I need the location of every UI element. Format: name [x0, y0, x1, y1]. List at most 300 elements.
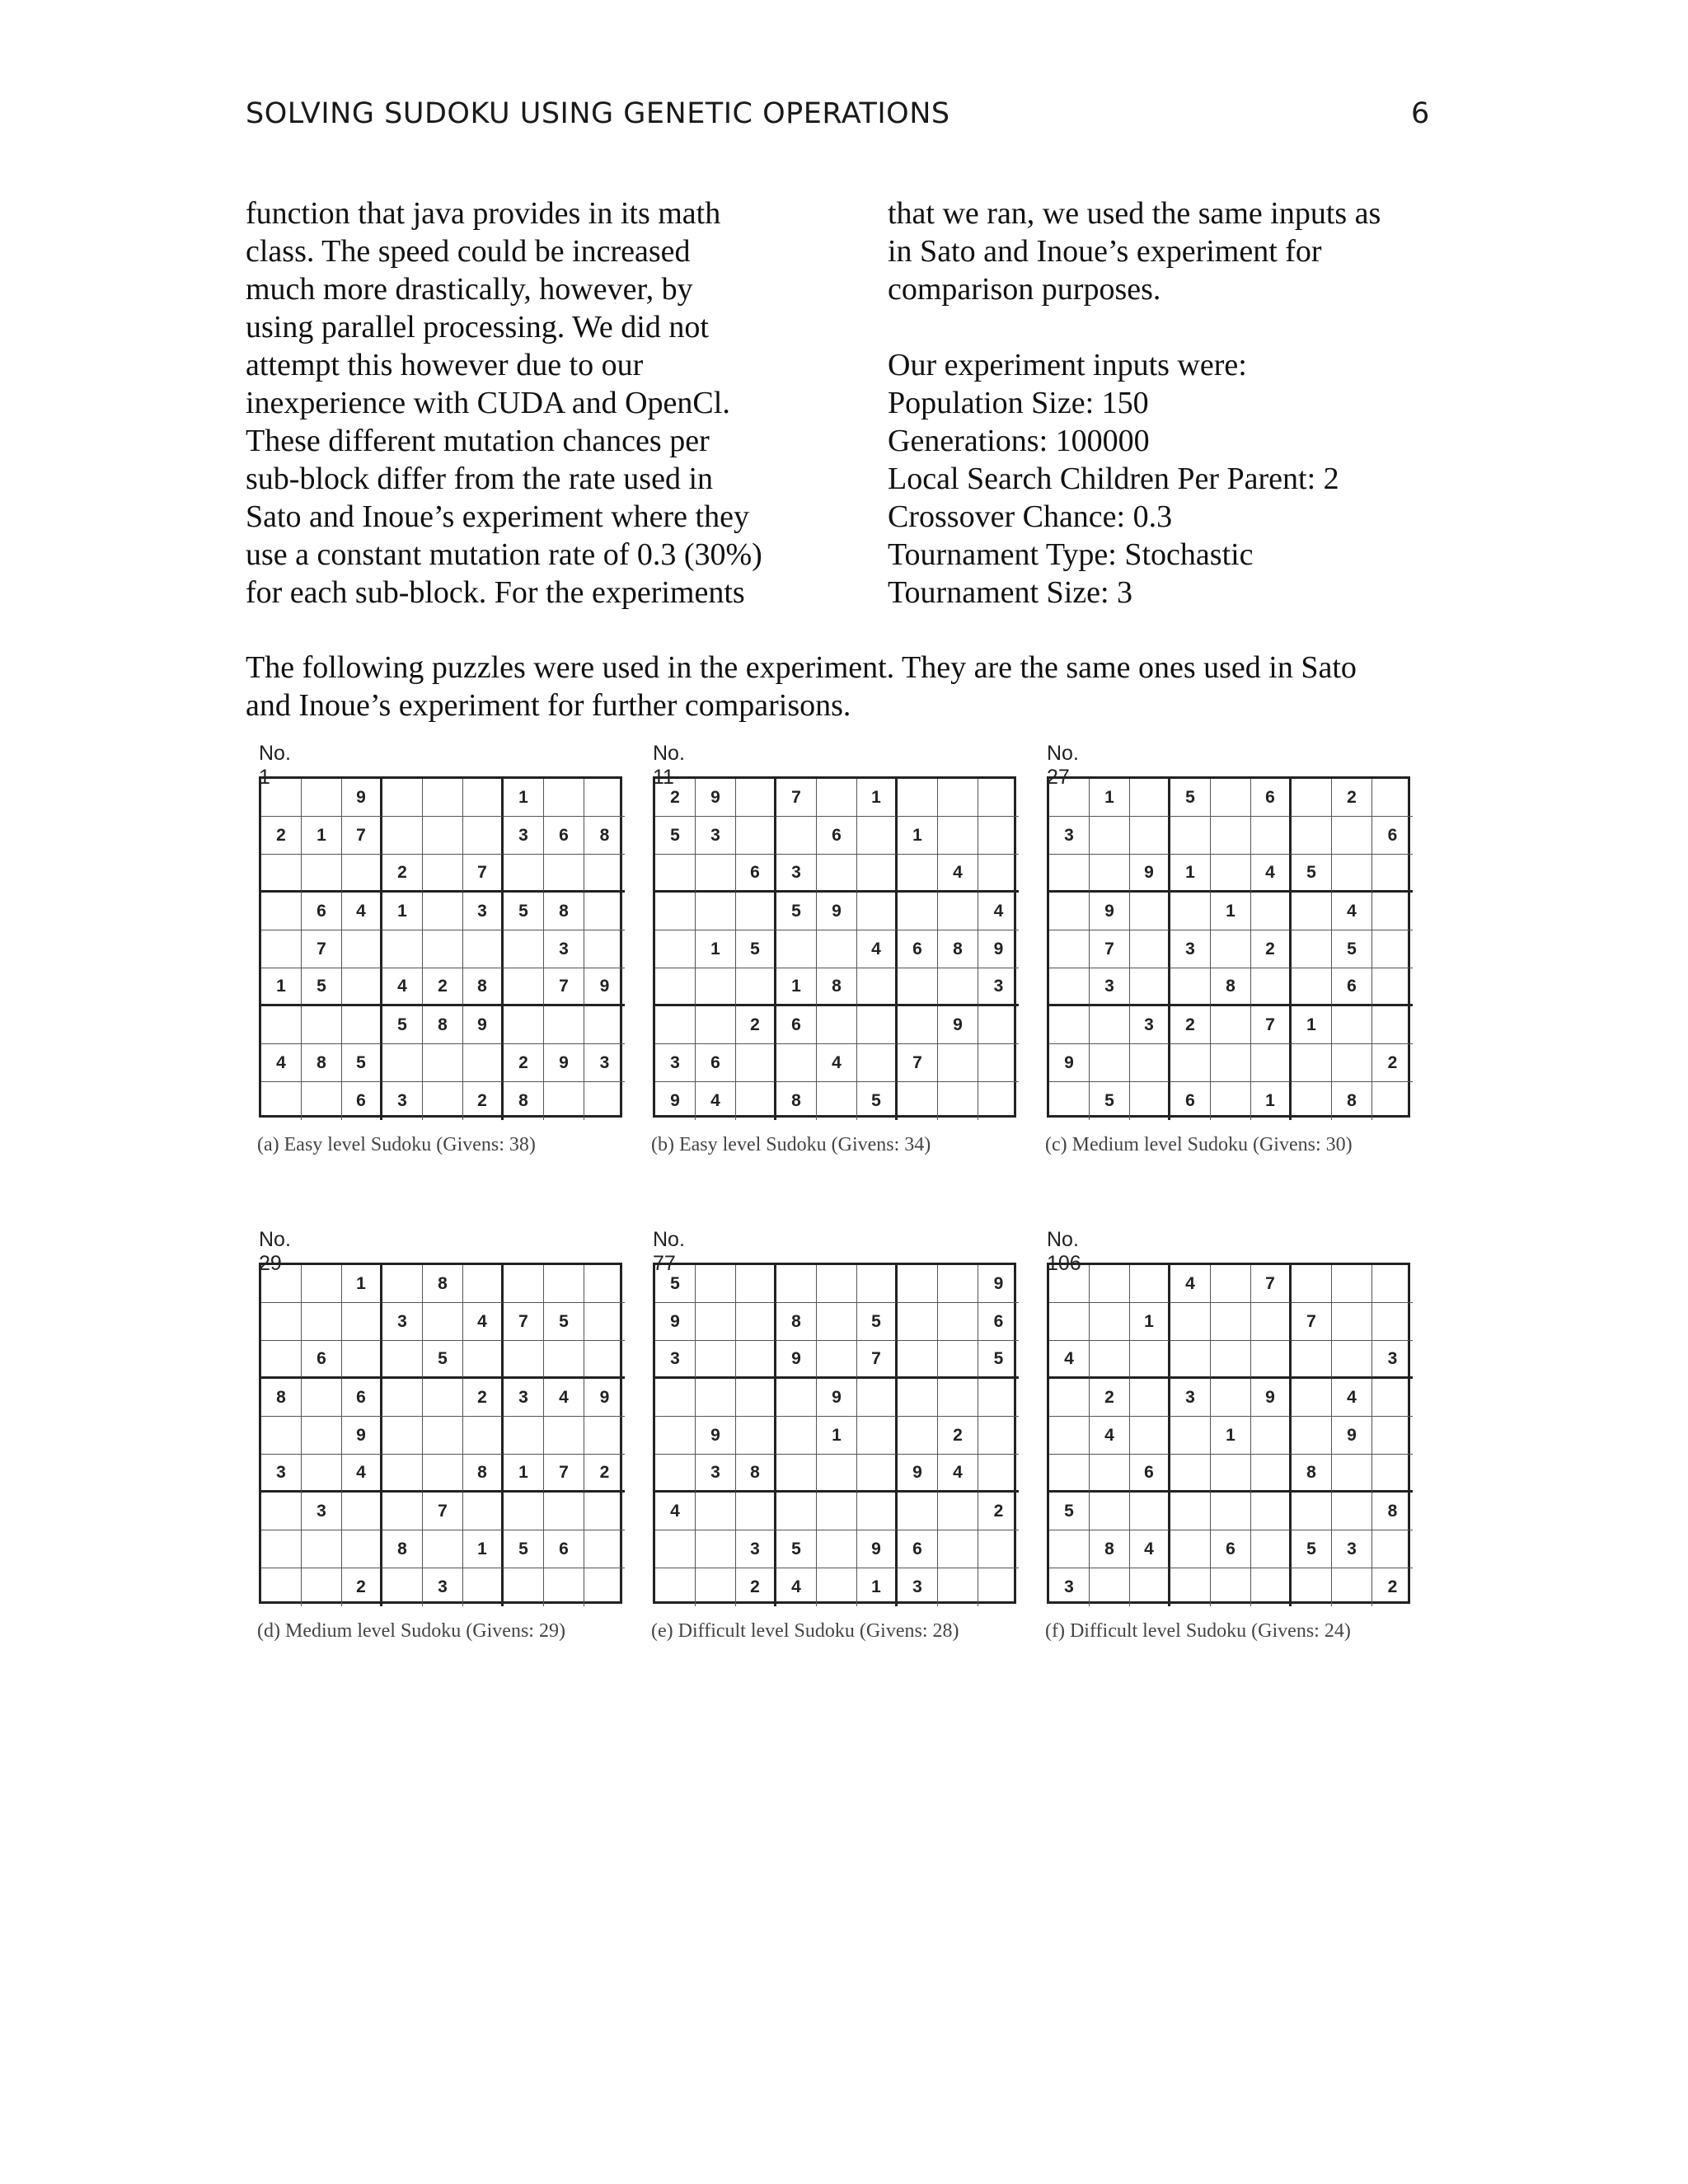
sudoku-cell: 5	[382, 1006, 423, 1044]
sudoku-cell: 3	[696, 1455, 736, 1493]
sudoku-cell	[261, 1303, 302, 1341]
sudoku-cell	[1332, 1493, 1372, 1530]
sudoku-cell: 9	[857, 1530, 898, 1568]
sudoku-cell	[1130, 1568, 1170, 1606]
sudoku-cell: 9	[696, 779, 736, 817]
sudoku-cell	[1211, 779, 1251, 817]
text-line: sub-block differ from the rate used in	[246, 462, 714, 496]
sudoku-cell	[544, 855, 584, 893]
sudoku-cell: 9	[544, 1044, 584, 1082]
sudoku-cell: 6	[544, 1530, 584, 1568]
sudoku-cell	[938, 817, 978, 855]
sudoku-cell	[857, 968, 898, 1006]
sudoku-cell: 5	[1090, 1082, 1130, 1120]
sudoku-cell	[423, 1530, 463, 1568]
sudoku-cell: 3	[1170, 930, 1211, 968]
sudoku-cell: 6	[1211, 1530, 1251, 1568]
sudoku-cell: 2	[736, 1006, 776, 1044]
sudoku-cell	[736, 1341, 776, 1379]
sudoku-cell: 4	[342, 893, 382, 930]
sudoku-cell: 6	[342, 1379, 382, 1417]
sudoku-cell	[1251, 1455, 1292, 1493]
sudoku-cell	[696, 855, 736, 893]
sudoku-cell: 6	[898, 1530, 938, 1568]
sudoku-cell	[1130, 893, 1170, 930]
sudoku-cell: 7	[1090, 930, 1130, 968]
sudoku-cell: 9	[898, 1455, 938, 1493]
page-number: 6	[1411, 97, 1430, 130]
sudoku-cell	[655, 1530, 696, 1568]
sudoku-cell	[736, 893, 776, 930]
sudoku-cell	[696, 1303, 736, 1341]
sudoku-cell: 9	[342, 779, 382, 817]
sudoku-cell	[302, 1568, 342, 1606]
sudoku-cell: 4	[817, 1044, 857, 1082]
sudoku-cell	[776, 1455, 817, 1493]
sudoku-cell: 2	[463, 1379, 504, 1417]
sudoku-cell: 5	[342, 1044, 382, 1082]
sudoku-cell	[898, 1417, 938, 1455]
text-line: class. The speed could be increased	[246, 234, 691, 269]
puzzle-number-label: No. 11	[653, 742, 685, 789]
sudoku-cell: 3	[655, 1341, 696, 1379]
sudoku-cell	[1170, 1493, 1211, 1530]
sudoku-cell	[938, 1303, 978, 1341]
sudoku-cell: 5	[1292, 855, 1332, 893]
sudoku-cell: 9	[1049, 1044, 1090, 1082]
sudoku-cell: 7	[302, 930, 342, 968]
sudoku-cell: 5	[302, 968, 342, 1006]
sudoku-cell: 6	[696, 1044, 736, 1082]
sudoku-cell	[1211, 1303, 1251, 1341]
sudoku-cell	[382, 1568, 423, 1606]
sudoku-cell: 8	[261, 1379, 302, 1417]
sudoku-cell: 3	[423, 1568, 463, 1606]
sudoku-cell: 4	[1090, 1417, 1130, 1455]
sudoku-cell	[1170, 1044, 1211, 1082]
sudoku-cell: 4	[696, 1082, 736, 1120]
sudoku-cell: 9	[978, 930, 1019, 968]
sudoku-cell: 4	[1332, 893, 1372, 930]
sudoku-cell: 4	[1332, 1379, 1372, 1417]
sudoku-cell	[584, 1530, 625, 1568]
sudoku-cell	[544, 1082, 584, 1120]
sudoku-cell	[423, 855, 463, 893]
sudoku-cell: 5	[1049, 1493, 1090, 1530]
sudoku-cell	[817, 1265, 857, 1303]
sudoku-cell	[584, 779, 625, 817]
sudoku-cell	[696, 1341, 736, 1379]
sudoku-cell: 1	[342, 1265, 382, 1303]
sudoku-cell	[1090, 1455, 1130, 1493]
text-line: and Inoue’s experiment for further comparisons.	[246, 688, 851, 723]
sudoku-cell: 7	[857, 1341, 898, 1379]
sudoku-cell: 3	[1049, 817, 1090, 855]
sudoku-cell: 5	[504, 1530, 544, 1568]
sudoku-cell	[736, 817, 776, 855]
sudoku-cell	[978, 1455, 1019, 1493]
sudoku-cell	[696, 1379, 736, 1417]
sudoku-cell: 6	[1332, 968, 1372, 1006]
input-tournament-type: Tournament Type: Stochastic	[888, 537, 1254, 572]
sudoku-cell: 9	[817, 893, 857, 930]
sudoku-cell	[1211, 1568, 1251, 1606]
sudoku-cell	[938, 1341, 978, 1379]
sudoku-grid	[1047, 776, 1410, 1118]
sudoku-cell	[1292, 1493, 1332, 1530]
sudoku-cell: 3	[1049, 1568, 1090, 1606]
sudoku-cell	[1049, 1417, 1090, 1455]
text-line: using parallel processing. We did not	[246, 310, 709, 344]
sudoku-cell	[261, 779, 302, 817]
sudoku-cell	[1292, 779, 1332, 817]
sudoku-cell	[261, 1417, 302, 1455]
sudoku-cell: 2	[1170, 1006, 1211, 1044]
sudoku-cell	[1049, 1006, 1090, 1044]
sudoku-cell	[1292, 1417, 1332, 1455]
sudoku-cell	[1090, 1303, 1130, 1341]
sudoku-cell	[382, 1493, 423, 1530]
sudoku-cell: 5	[655, 817, 696, 855]
sudoku-cell: 1	[504, 1455, 544, 1493]
sudoku-cell: 1	[302, 817, 342, 855]
figure-caption: (c) Medium level Sudoku (Givens: 30)	[1045, 1134, 1353, 1155]
sudoku-cell	[736, 968, 776, 1006]
sudoku-cell	[1130, 1082, 1170, 1120]
sudoku-cell	[776, 1265, 817, 1303]
sudoku-grid	[653, 776, 1016, 1118]
sudoku-cell	[1372, 930, 1413, 968]
sudoku-cell	[1049, 1082, 1090, 1120]
sudoku-cell: 5	[1332, 930, 1372, 968]
sudoku-cell: 8	[776, 1303, 817, 1341]
sudoku-cell	[817, 1493, 857, 1530]
sudoku-cell	[1372, 1379, 1413, 1417]
sudoku-cell	[817, 1568, 857, 1606]
sudoku-cell	[1211, 817, 1251, 855]
sudoku-cell: 1	[817, 1417, 857, 1455]
sudoku-cell	[978, 1044, 1019, 1082]
text-line: attempt this however due to our	[246, 348, 644, 382]
sudoku-cell	[1332, 855, 1372, 893]
sudoku-cell	[1372, 1530, 1413, 1568]
sudoku-cell	[342, 1303, 382, 1341]
sudoku-cell: 2	[382, 855, 423, 893]
sudoku-cell	[898, 779, 938, 817]
sudoku-cell	[736, 1044, 776, 1082]
sudoku-cell	[584, 1493, 625, 1530]
sudoku-cell: 5	[857, 1082, 898, 1120]
text-line: Our experiment inputs were:	[888, 348, 1247, 382]
sudoku-cell	[1332, 1044, 1372, 1082]
input-generations: Generations: 100000	[888, 424, 1150, 458]
sudoku-cell	[382, 1044, 423, 1082]
sudoku-grid	[653, 1263, 1016, 1604]
sudoku-cell	[1251, 893, 1292, 930]
sudoku-cell	[1251, 1341, 1292, 1379]
sudoku-cell	[342, 968, 382, 1006]
sudoku-cell: 2	[584, 1455, 625, 1493]
puzzle-number-label: No. 1	[259, 742, 291, 789]
text-line: Sato and Inoue’s experiment where they	[246, 499, 749, 534]
sudoku-cell: 2	[342, 1568, 382, 1606]
sudoku-cell: 1	[1211, 1417, 1251, 1455]
sudoku-cell: 7	[504, 1303, 544, 1341]
sudoku-cell	[1332, 1006, 1372, 1044]
sudoku-cell	[736, 1265, 776, 1303]
input-crossover-chance: Crossover Chance: 0.3	[888, 499, 1173, 534]
sudoku-cell	[544, 1341, 584, 1379]
sudoku-cell: 3	[1372, 1341, 1413, 1379]
sudoku-cell	[1170, 1455, 1211, 1493]
sudoku-cell	[1170, 817, 1211, 855]
sudoku-cell: 2	[1251, 930, 1292, 968]
sudoku-cell	[382, 779, 423, 817]
sudoku-cell	[857, 1417, 898, 1455]
sudoku-grid	[259, 1263, 622, 1604]
sudoku-cell	[302, 1082, 342, 1120]
sudoku-cell	[1170, 1341, 1211, 1379]
sudoku-cell: 2	[1387, 1577, 1398, 1596]
sudoku-cell: 9	[776, 1341, 817, 1379]
paragraph-gap	[888, 308, 1465, 346]
sudoku-cell	[302, 1417, 342, 1455]
sudoku-cell	[423, 930, 463, 968]
sudoku-cell	[1292, 1265, 1332, 1303]
sudoku-cell	[463, 779, 504, 817]
puzzle-number-label: No. 106	[1047, 1228, 1081, 1275]
sudoku-cell	[584, 893, 625, 930]
sudoku-cell	[423, 893, 463, 930]
sudoku-cell	[1372, 855, 1413, 893]
sudoku-cell	[857, 1379, 898, 1417]
text-line: that we ran, we used the same inputs as	[888, 196, 1381, 231]
sudoku-cell	[898, 1006, 938, 1044]
sudoku-cell	[978, 1082, 1019, 1120]
sudoku-cell: 8	[1292, 1455, 1332, 1493]
sudoku-cell	[342, 1530, 382, 1568]
sudoku-cell	[423, 1044, 463, 1082]
sudoku-cell: 7	[544, 968, 584, 1006]
sudoku-cell: 6	[736, 855, 776, 893]
sudoku-cell	[1251, 1417, 1292, 1455]
sudoku-cell	[544, 1568, 584, 1606]
sudoku-cell: 8	[463, 1455, 504, 1493]
sudoku-cell: 8	[1211, 968, 1251, 1006]
sudoku-cell: 8	[1332, 1082, 1372, 1120]
sudoku-grid	[259, 776, 622, 1118]
sudoku-cell	[776, 930, 817, 968]
sudoku-cell: 4	[655, 1493, 696, 1530]
sudoku-cell	[857, 1044, 898, 1082]
sudoku-cell	[302, 1455, 342, 1493]
sudoku-cell: 7	[544, 1455, 584, 1493]
text-line: function that java provides in its math	[246, 196, 721, 231]
sudoku-cell	[463, 1341, 504, 1379]
sudoku-cell	[1049, 930, 1090, 968]
sudoku-cell: 5	[776, 893, 817, 930]
sudoku-cell	[1090, 1341, 1130, 1379]
sudoku-cell: 6	[342, 1082, 382, 1120]
sudoku-cell	[1130, 1379, 1170, 1417]
sudoku-cell	[1130, 968, 1170, 1006]
sudoku-cell: 1	[1090, 779, 1130, 817]
sudoku-cell	[463, 1265, 504, 1303]
sudoku-cell	[776, 1044, 817, 1082]
sudoku-cell	[938, 1265, 978, 1303]
sudoku-cell	[382, 817, 423, 855]
sudoku-cell: 1	[776, 968, 817, 1006]
sudoku-cell: 5	[655, 1265, 696, 1303]
sudoku-cell	[1372, 1417, 1413, 1455]
sudoku-cell	[1332, 1455, 1372, 1493]
sudoku-cell: 8	[776, 1082, 817, 1120]
sudoku-cell	[1292, 1568, 1332, 1606]
sudoku-cell	[898, 1341, 938, 1379]
sudoku-cell	[1332, 1341, 1372, 1379]
sudoku-cell	[463, 1493, 504, 1530]
sudoku-cell	[978, 1006, 1019, 1044]
sudoku-cell	[1049, 1530, 1090, 1568]
sudoku-cell	[1170, 1530, 1211, 1568]
sudoku-cell: 7	[1292, 1303, 1332, 1341]
sudoku-cell	[938, 1082, 978, 1120]
sudoku-cell	[1211, 1379, 1251, 1417]
sudoku-cell	[817, 1455, 857, 1493]
sudoku-cell: 3	[696, 817, 736, 855]
sudoku-cell	[423, 1417, 463, 1455]
sudoku-cell: 1	[1170, 855, 1211, 893]
sudoku-cell	[382, 930, 423, 968]
sudoku-cell	[736, 1379, 776, 1417]
sudoku-cell	[978, 1568, 1019, 1606]
sudoku-cell: 3	[382, 1082, 423, 1120]
sudoku-cell	[1251, 1044, 1292, 1082]
sudoku-cell: 8	[584, 817, 625, 855]
sudoku-cell: 3	[776, 855, 817, 893]
sudoku-cell: 4	[938, 1455, 978, 1493]
sudoku-cell	[504, 968, 544, 1006]
sudoku-cell	[1049, 855, 1090, 893]
sudoku-cell	[1292, 893, 1332, 930]
sudoku-cell	[817, 1006, 857, 1044]
sudoku-cell	[544, 779, 584, 817]
sudoku-cell	[776, 817, 817, 855]
sudoku-cell: 4	[1130, 1530, 1170, 1568]
text-line: use a constant mutation rate of 0.3 (30%)	[246, 537, 762, 572]
sudoku-cell	[1292, 1341, 1332, 1379]
sudoku-cell	[261, 855, 302, 893]
sudoku-cell	[1332, 1303, 1372, 1341]
sudoku-cell	[1372, 1082, 1413, 1120]
sudoku-cell	[584, 1303, 625, 1341]
puzzle-number-label: No. 27	[1047, 742, 1079, 789]
sudoku-cell: 8	[1090, 1530, 1130, 1568]
sudoku-cell: 9	[655, 1303, 696, 1341]
sudoku-cell	[584, 1006, 625, 1044]
sudoku-cell: 2	[504, 1044, 544, 1082]
sudoku-cell: 3	[1130, 1006, 1170, 1044]
puzzle-number-label: No. 77	[653, 1228, 685, 1275]
sudoku-cell	[261, 930, 302, 968]
sudoku-cell	[423, 779, 463, 817]
input-population-size: Population Size: 150	[888, 386, 1149, 420]
sudoku-cell	[1090, 1265, 1130, 1303]
sudoku-cell	[544, 1265, 584, 1303]
sudoku-cell	[584, 1082, 625, 1120]
sudoku-cell	[776, 1417, 817, 1455]
sudoku-cell	[1090, 1006, 1130, 1044]
sudoku-cell: 1	[696, 930, 736, 968]
sudoku-cell	[817, 1082, 857, 1120]
sudoku-cell: 8	[736, 1455, 776, 1493]
sudoku-cell: 9	[1332, 1417, 1372, 1455]
sudoku-cell: 4	[1170, 1265, 1211, 1303]
sudoku-cell	[736, 1303, 776, 1341]
sudoku-cell: 7	[898, 1044, 938, 1082]
sudoku-cell: 4	[938, 855, 978, 893]
sudoku-cell: 1	[898, 817, 938, 855]
sudoku-cell: 8	[938, 930, 978, 968]
sudoku-cell: 6	[776, 1006, 817, 1044]
sudoku-cell: 5	[736, 930, 776, 968]
sudoku-cell	[1130, 1417, 1170, 1455]
right-column-text	[888, 194, 1465, 612]
sudoku-cell	[504, 1006, 544, 1044]
sudoku-cell: 4	[382, 968, 423, 1006]
sudoku-cell	[1130, 930, 1170, 968]
sudoku-cell: 4	[261, 1044, 302, 1082]
sudoku-cell	[898, 1082, 938, 1120]
sudoku-cell	[1211, 1493, 1251, 1530]
figure-caption: (e) Difficult level Sudoku (Givens: 28)	[651, 1620, 959, 1642]
sudoku-cell: 3	[382, 1303, 423, 1341]
sudoku-cell: 1	[1130, 1303, 1170, 1341]
sudoku-cell	[1372, 1303, 1413, 1341]
sudoku-cell	[1130, 1265, 1170, 1303]
sudoku-cell: 7	[776, 779, 817, 817]
sudoku-cell	[898, 1379, 938, 1417]
sudoku-cell	[302, 855, 342, 893]
sudoku-cell	[736, 1417, 776, 1455]
sudoku-cell	[938, 1530, 978, 1568]
sudoku-cell: 9	[584, 968, 625, 1006]
sudoku-cell	[696, 1493, 736, 1530]
sudoku-cell: 1	[857, 1568, 898, 1606]
sudoku-cell	[584, 1568, 625, 1606]
text-line: These different mutation chances per	[246, 424, 710, 458]
sudoku-cell	[1049, 1379, 1090, 1417]
sudoku-cell: 3	[261, 1455, 302, 1493]
sudoku-cell	[857, 1265, 898, 1303]
sudoku-cell: 8	[463, 968, 504, 1006]
sudoku-cell: 5	[857, 1303, 898, 1341]
sudoku-cell	[1170, 1568, 1211, 1606]
sudoku-cell	[1090, 1044, 1130, 1082]
sudoku-cell	[463, 1044, 504, 1082]
sudoku-cell: 5	[1170, 779, 1211, 817]
sudoku-cell: 3	[655, 1044, 696, 1082]
sudoku-cell	[978, 1379, 1019, 1417]
sudoku-cell	[655, 1006, 696, 1044]
sudoku-cell	[504, 930, 544, 968]
sudoku-cell	[584, 855, 625, 893]
sudoku-cell	[655, 855, 696, 893]
sudoku-cell: 8	[544, 893, 584, 930]
sudoku-cell: 2	[463, 1082, 504, 1120]
sudoku-cell	[1372, 968, 1413, 1006]
sudoku-cell	[696, 893, 736, 930]
